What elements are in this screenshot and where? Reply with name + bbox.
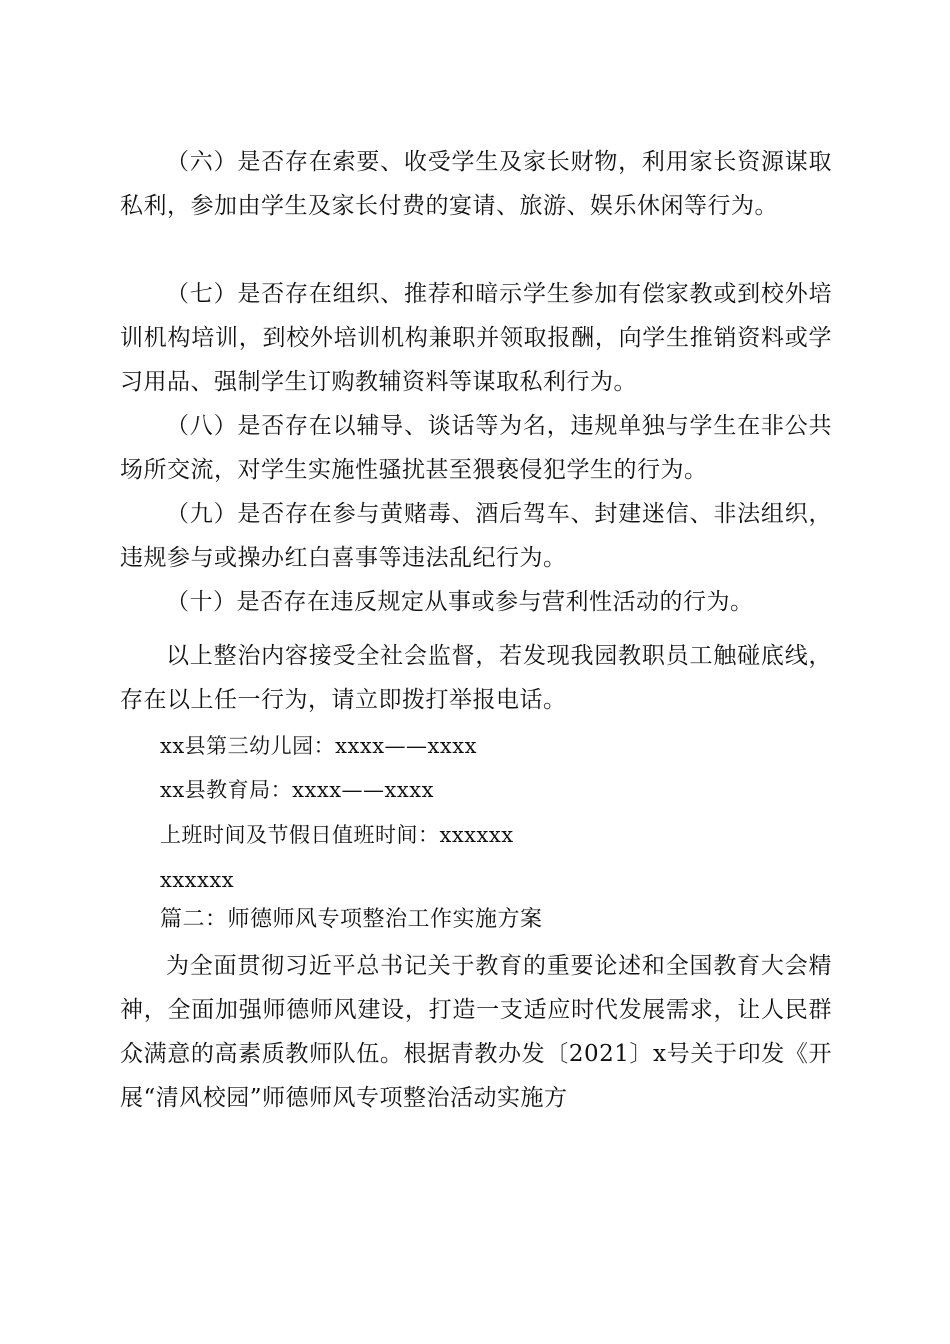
contact-education-bureau: xx县教育局：xxxx——xxxx [160, 778, 434, 802]
paragraph-item-7: （七）是否存在组织、推荐和暗示学生参加有偿家教或到校外培训机构培训，到校外培训机构兼职并领取报酬，向学生推销资料或学习用品、强制学生订购教辅资料等谋取私利行为。 [120, 281, 832, 395]
paragraph-item-6: （六）是否存在索要、收受学生及家长财物，利用家长资源谋取私利，参加由学生及家长付费的宴请、旅游、娱乐休闲等行为。 [120, 149, 832, 219]
section-title: 篇二：师德师风专项整治工作实施方案 [160, 907, 543, 932]
paragraph-item-9: （九）是否存在参与黄赌毒、酒后驾车、封建迷信、非法组织，违规参与或操办红白喜事等违法乱纪行为。 [120, 501, 832, 571]
paragraph-item-8: （八）是否存在以辅导、谈话等为名，违规单独与学生在非公共场所交流，对学生实施性骚扰甚至猥亵侵犯学生的行为。 [120, 413, 832, 483]
paragraph-supervision: 以上整治内容接受全社会监督，若发现我园教职员工触碰底线，存在以上任一行为，请立即拨打举报电话。 [120, 643, 832, 713]
intro-paragraph: 为全面贯彻习近平总书记关于教育的重要论述和全国教育大会精神，全面加强师德师风建设，打造一支适应时代发展需求，让人民群众满意的高素质教师队伍。根据青教办发〔2021〕x号关于印发《开展“清风校园”师德师风专项整治活动实施方 [120, 953, 832, 1111]
contact-kindergarten: xx县第三幼儿园：xxxx——xxxx [160, 734, 477, 758]
contact-duty-number: xxxxxx [160, 868, 235, 892]
contact-duty-hours: 上班时间及节假日值班时间：xxxxxx [160, 823, 514, 847]
paragraph-item-10: （十）是否存在违反规定从事或参与营利性活动的行为。 [166, 589, 754, 615]
